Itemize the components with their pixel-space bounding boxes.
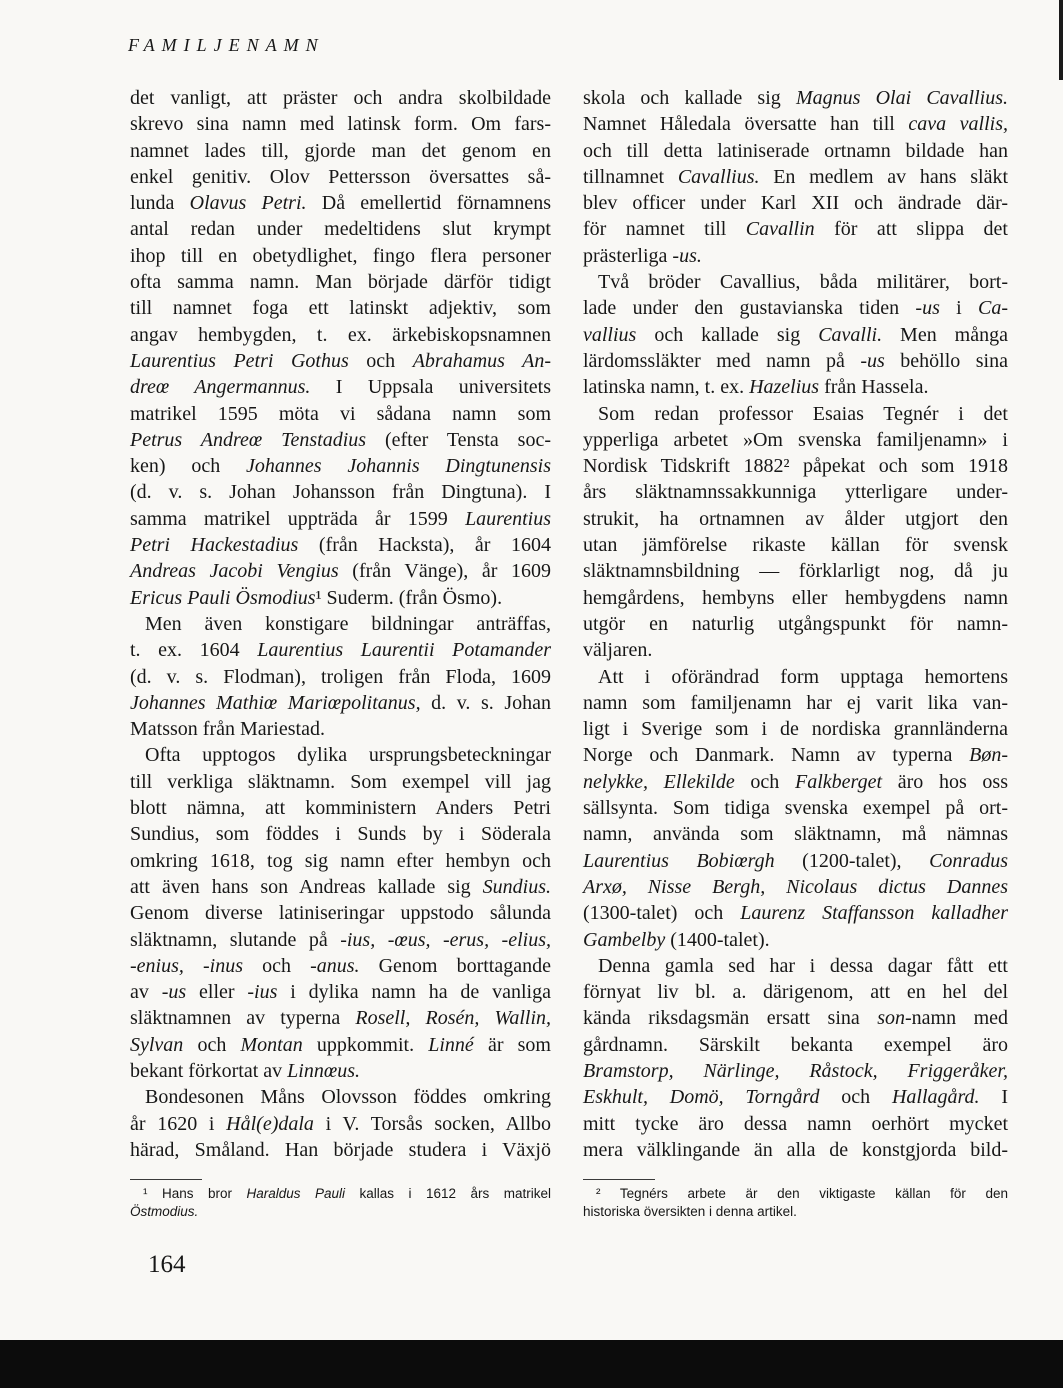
text-line: matrikel 1595 möta vi sådana namn som: [130, 402, 551, 425]
text-line: ² Tegnérs arbete är den viktigaste källan för den: [596, 1186, 1008, 1201]
italic-text-run: -us: [161, 981, 187, 1004]
text-run: Genom borttagande: [359, 954, 551, 977]
paragraph: [130, 742, 551, 1084]
text-line: skrevo sina namn med latinsk form. Om fars-: [130, 113, 551, 136]
text-line: [583, 927, 1008, 953]
text-line: historiska översikten i denna artikel.: [583, 1204, 797, 1219]
text-line: [130, 558, 551, 584]
italic-text-run: nelykke, Ellekilde: [583, 770, 735, 793]
text-line: Att i oförändrad form upptaga hemortens: [598, 665, 1008, 688]
italic-text-run: Hål(e)dala: [226, 1112, 314, 1135]
text-line: [130, 1203, 551, 1221]
text-line: Nordisk Tidskrift 1882² påpekat och som 1918: [583, 455, 1008, 478]
text-line: [583, 322, 1008, 348]
text-line: [583, 216, 1008, 242]
text-line: utgör en naturlig utgångspunkt för namn-: [583, 612, 1008, 635]
text-line: omkring 1618, tog sig namn efter hembyn och: [130, 849, 551, 872]
text-line: [583, 848, 1008, 874]
text-run: ken) och: [130, 455, 247, 478]
text-line: [583, 164, 1008, 190]
italic-text-run: Petrus Andreœ Tenstadius: [130, 428, 367, 451]
italic-text-run: Johannes Mathiœ Mariœpolitanus,: [130, 691, 421, 714]
text-run: från Hassela.: [819, 376, 929, 399]
text-line: [130, 1005, 551, 1031]
italic-text-run: -anus.: [310, 954, 360, 977]
italic-text-run: -ius, -œus, -erus, -elius,: [340, 928, 551, 951]
text-run: lärdomssläkter med namn på: [583, 349, 861, 372]
italic-text-run: -us.: [672, 244, 702, 267]
italic-text-run: Magnus Olai Cavallius.: [795, 87, 1009, 109]
text-line: Bondesonen Måns Olovsson föddes omkring: [145, 1086, 551, 1109]
left-column: [130, 85, 551, 1163]
text-line: Ofta upptogos dylika ursprungsbeteckningar: [145, 744, 551, 767]
text-line: Denna gamla sed har i dessa dagar fått ett: [598, 954, 1008, 977]
paragraph: [130, 1185, 551, 1221]
text-line: härad, Småland. Han började studera i Växjö: [130, 1138, 551, 1161]
italic-text-run: Rosell, Rosén, Wallin,: [355, 1007, 551, 1030]
text-line: Matsson från Mariestad.: [130, 718, 325, 741]
text-run: kallas i 1612 års matrikel: [345, 1186, 551, 1201]
paragraph: [583, 664, 1008, 953]
text-run: En medlem av hans släkt: [759, 165, 1009, 188]
text-line: mera välklingande än alla de konstgjorda bild-: [583, 1138, 1008, 1161]
text-line: Sundius, som föddes i Sunds by i Söderala: [130, 823, 551, 846]
italic-text-run: -us: [915, 297, 940, 320]
italic-text-run: Laurentius Petri Gothus: [130, 349, 349, 372]
text-line: (d. v. s. Johan Johansson från Dingtuna). I: [130, 481, 551, 504]
text-run: (efter Tensta soc-: [366, 428, 551, 451]
text-run: -namn med: [905, 1007, 1009, 1030]
text-run: (1200-talet),: [774, 849, 930, 872]
text-run: äro hos oss: [882, 770, 1008, 793]
italic-text-run: Johannes Johannis Dingtunensis: [246, 455, 551, 478]
italic-text-run: Haraldus Pauli: [246, 1186, 346, 1201]
text-line: släktnamnsbildning — förklarligt nog, då ju: [583, 560, 1008, 583]
text-run: i: [939, 297, 978, 320]
italic-text-run: Laurentius: [465, 507, 551, 530]
text-run: d. v. s. Johan: [420, 691, 551, 714]
text-line: ligt i Sverige som i de nordiska grannländerna: [583, 718, 1008, 741]
paragraph: [130, 1084, 551, 1163]
text-run: prästerliga: [583, 244, 673, 267]
text-line: Två bröder Cavallius, båda militärer, bort-: [598, 271, 1008, 294]
text-run: eller: [186, 981, 248, 1004]
italic-text-run: son: [877, 1007, 906, 1030]
text-line: och till detta latiniserade ortnamn bildade han: [583, 139, 1008, 162]
text-line: ypperliga arbetet »Om svenska familjenamn» i: [583, 428, 1008, 451]
text-line: utan jämförelse rikaste källan för svensk: [583, 534, 1008, 557]
text-line: [583, 85, 1008, 111]
italic-text-run: vallius: [583, 323, 637, 346]
text-run: (från Hacksta), år 1604: [298, 534, 552, 557]
text-run: uppkommit.: [302, 1033, 429, 1056]
text-line: [583, 374, 1008, 400]
text-line: [130, 190, 551, 216]
text-run: släktnamn, slutande på: [130, 928, 341, 951]
scan-edge-right: [1059, 0, 1063, 80]
text-line: hemgårdens, hembyns eller hembygdens namn: [583, 586, 1008, 609]
text-run: Men många: [882, 323, 1008, 346]
text-line: [583, 874, 1008, 900]
text-line: [583, 348, 1008, 374]
text-line: års släktnamnssakkunniga ytterligare under-: [583, 481, 1008, 504]
text-run: I: [979, 1086, 1008, 1109]
text-line: namnet lades till, gjorde man det genom en: [130, 139, 551, 162]
italic-text-run: Bøn-: [969, 744, 1008, 767]
text-line: [583, 1058, 1008, 1084]
text-line: [130, 1111, 551, 1137]
text-line: förnyat liv bl. a. därigenom, att en hel del: [583, 981, 1008, 1004]
text-line: (d. v. s. Flodman), troligen från Floda, 1609: [130, 665, 551, 688]
text-run: t. ex. 1604: [130, 639, 258, 662]
text-line: namn, använda som släktnamn, må nämnas: [583, 823, 1008, 846]
text-line: [583, 1005, 1008, 1031]
text-run: och: [242, 954, 311, 977]
text-run: ¹ Suderm. (från Ösmo).: [315, 586, 503, 609]
text-run: (1400-talet).: [665, 928, 770, 951]
text-run: kända riksdagsmän ersatt sina: [583, 1007, 878, 1030]
text-run: i dylika namn ha de vanliga: [277, 981, 551, 1004]
text-line: [130, 506, 551, 532]
text-run: (1300-talet) och: [583, 902, 741, 925]
paragraph: [583, 269, 1008, 400]
text-line: enkel genitiv. Olov Pettersson översattes så-: [130, 165, 551, 188]
text-run: behöllo sina: [884, 349, 1008, 372]
text-run: lade under den gustavianska tiden: [583, 297, 916, 320]
text-line: [130, 585, 551, 611]
text-line: [130, 690, 551, 716]
italic-text-run: Olavus Petri.: [189, 192, 307, 215]
running-head: FAMILJENAMN: [128, 35, 325, 55]
text-line: Genom diverse latiniseringar uppstodo sålunda: [130, 902, 551, 925]
text-line: mitt tycke äro dessa namn oerhört mycket: [583, 1112, 1008, 1135]
text-line: namn som familjenamn har ej varit lika van-: [583, 691, 1008, 714]
text-run: och: [183, 1033, 241, 1056]
text-run: I Uppsala universitets: [310, 376, 552, 399]
italic-text-run: Hallagård.: [891, 1086, 980, 1109]
italic-text-run: Ca-: [978, 297, 1008, 320]
text-line: [130, 927, 551, 953]
text-line: gårdnamn. Särskilt bekanta exempel äro: [583, 1033, 1008, 1056]
text-line: [130, 1185, 551, 1203]
paragraph: [583, 1185, 1008, 1221]
footnote-rule: [583, 1179, 655, 1180]
left-footnote: [130, 1185, 551, 1221]
italic-text-run: Abrahamus An-: [412, 349, 551, 372]
text-run: i V. Torsås socken, Allbo: [313, 1112, 551, 1135]
right-footnote: [583, 1185, 1008, 1221]
italic-text-run: Arxø, Nisse Bergh, Nicolaus dictus Dannes: [583, 875, 1008, 898]
text-line: ihop till en obetydlighet, fingo flera personer: [130, 244, 551, 267]
text-run: lunda: [130, 192, 190, 215]
text-line: Som redan professor Esaias Tegnér i det: [598, 402, 1008, 425]
text-line: [130, 874, 551, 900]
right-column: [583, 85, 1008, 1163]
text-line: [583, 900, 1008, 926]
italic-text-run: Sundius.: [482, 875, 551, 898]
italic-text-run: Bramstorp, Närlinge, Råstock, Friggeråker,: [583, 1059, 1008, 1082]
text-run: och: [819, 1086, 892, 1109]
footnote-rule: [130, 1179, 202, 1180]
text-line: till verkliga släktnamn. Som exempel vill jag: [130, 770, 551, 793]
italic-text-run: Laurentius Bobiœrgh: [583, 849, 775, 872]
text-run: samma matrikel uppträda år 1599: [130, 507, 466, 530]
text-line: [130, 953, 551, 979]
italic-text-run: Petri Hackestadius: [130, 534, 299, 557]
text-line: [130, 374, 551, 400]
text-line: [130, 348, 551, 374]
text-run: släktnamnen av typerna: [130, 1007, 356, 1030]
text-line: väljaren.: [583, 639, 653, 662]
italic-text-run: Laurenz Staffansson kalladher: [740, 902, 1008, 925]
italic-text-run: Andreas Jacobi Vengius: [130, 560, 339, 583]
text-line: [130, 1032, 551, 1058]
paragraph: [130, 85, 551, 611]
italic-text-run: dreœ Angermannus.: [130, 376, 311, 399]
text-line: [130, 532, 551, 558]
italic-text-run: -us: [860, 349, 885, 372]
text-line: [130, 453, 551, 479]
italic-text-run: Östmodius.: [130, 1204, 199, 1219]
text-run: tillnamnet: [583, 165, 678, 188]
text-run: Norge och Danmark. Namn av typerna: [583, 744, 970, 767]
text-run: att även hans son Andreas kallade sig: [130, 875, 483, 898]
text-line: [583, 742, 1008, 768]
italic-text-run: Eskhult, Domö, Torngård: [583, 1086, 820, 1109]
text-line: [130, 1058, 551, 1084]
text-line: [130, 427, 551, 453]
paragraph: [583, 85, 1008, 269]
paragraph: [583, 401, 1008, 664]
italic-text-run: Linné: [428, 1033, 474, 1056]
italic-text-run: Falkberget: [795, 770, 883, 793]
text-line: sällsynta. Som tidiga svenska exempel på ort-: [583, 797, 1008, 820]
italic-text-run: Montan: [240, 1033, 303, 1056]
text-line: antal redan under medeltidens slut krympt: [130, 218, 551, 241]
italic-text-run: Sylvan: [130, 1033, 184, 1056]
text-run: för namnet till: [583, 218, 746, 241]
italic-text-run: Cavallin: [745, 218, 815, 241]
italic-text-run: Ericus Pauli Ösmodius: [130, 586, 316, 609]
text-run: ¹ Hans bror: [143, 1186, 247, 1201]
italic-text-run: cava vallis,: [908, 113, 1008, 136]
text-run: år 1620 i: [130, 1112, 227, 1135]
text-run: bekant förkortat av: [130, 1059, 288, 1082]
text-line: ofta samma namn. Man började därför tidigt: [130, 271, 551, 294]
paragraph: [583, 953, 1008, 1163]
text-line: blott nämna, att komministern Anders Petri: [130, 797, 551, 820]
text-run: av: [130, 981, 162, 1004]
text-run: (från Vänge), år 1609: [338, 560, 551, 583]
italic-text-run: -enius, -inus: [130, 954, 243, 977]
text-line: angav hembygden, t. ex. ärkebiskopsnamnen: [130, 323, 551, 346]
text-line: [583, 111, 1008, 137]
text-line: [130, 637, 551, 663]
text-run: och kallade sig: [636, 323, 819, 346]
page-number: 164: [148, 1251, 186, 1278]
text-run: och: [348, 349, 413, 372]
text-run: är som: [473, 1033, 551, 1056]
text-line: [583, 1084, 1008, 1110]
italic-text-run: -ius: [247, 981, 278, 1004]
text-line: blev officer under Karl XII och ändrade där-: [583, 192, 1008, 215]
text-run: och: [734, 770, 795, 793]
text-run: latinska namn, t. ex.: [583, 376, 750, 399]
scan-edge-bottom: [0, 1340, 1063, 1388]
text-run: Då emellertid förnamnens: [306, 192, 551, 215]
text-line: till namnet foga ett latinskt adjektiv, som: [130, 297, 551, 320]
paragraph: [130, 611, 551, 742]
text-line: [583, 769, 1008, 795]
text-run: skola och kallade sig: [583, 87, 796, 109]
italic-text-run: Cavalli.: [818, 323, 883, 346]
text-line: [583, 243, 1008, 269]
text-line: det vanligt, att präster och andra skolbildade: [130, 87, 551, 109]
text-run: för att slippa det: [814, 218, 1008, 241]
text-line: Men även konstigare bildningar anträffas,: [145, 612, 551, 635]
italic-text-run: Cavallius.: [677, 165, 760, 188]
italic-text-run: Conradus: [929, 849, 1008, 872]
text-run: Namnet Håledala översatte han till: [583, 113, 909, 136]
italic-text-run: Hazelius: [749, 376, 820, 399]
italic-text-run: Laurentius Laurentii Potamander: [257, 639, 552, 662]
text-line: [130, 979, 551, 1005]
italic-text-run: Gambelby: [583, 928, 666, 951]
italic-text-run: Linnœus.: [287, 1059, 360, 1082]
text-line: strukit, ha ortnamnen av ålder utgjort den: [583, 507, 1008, 530]
text-line: [583, 295, 1008, 321]
